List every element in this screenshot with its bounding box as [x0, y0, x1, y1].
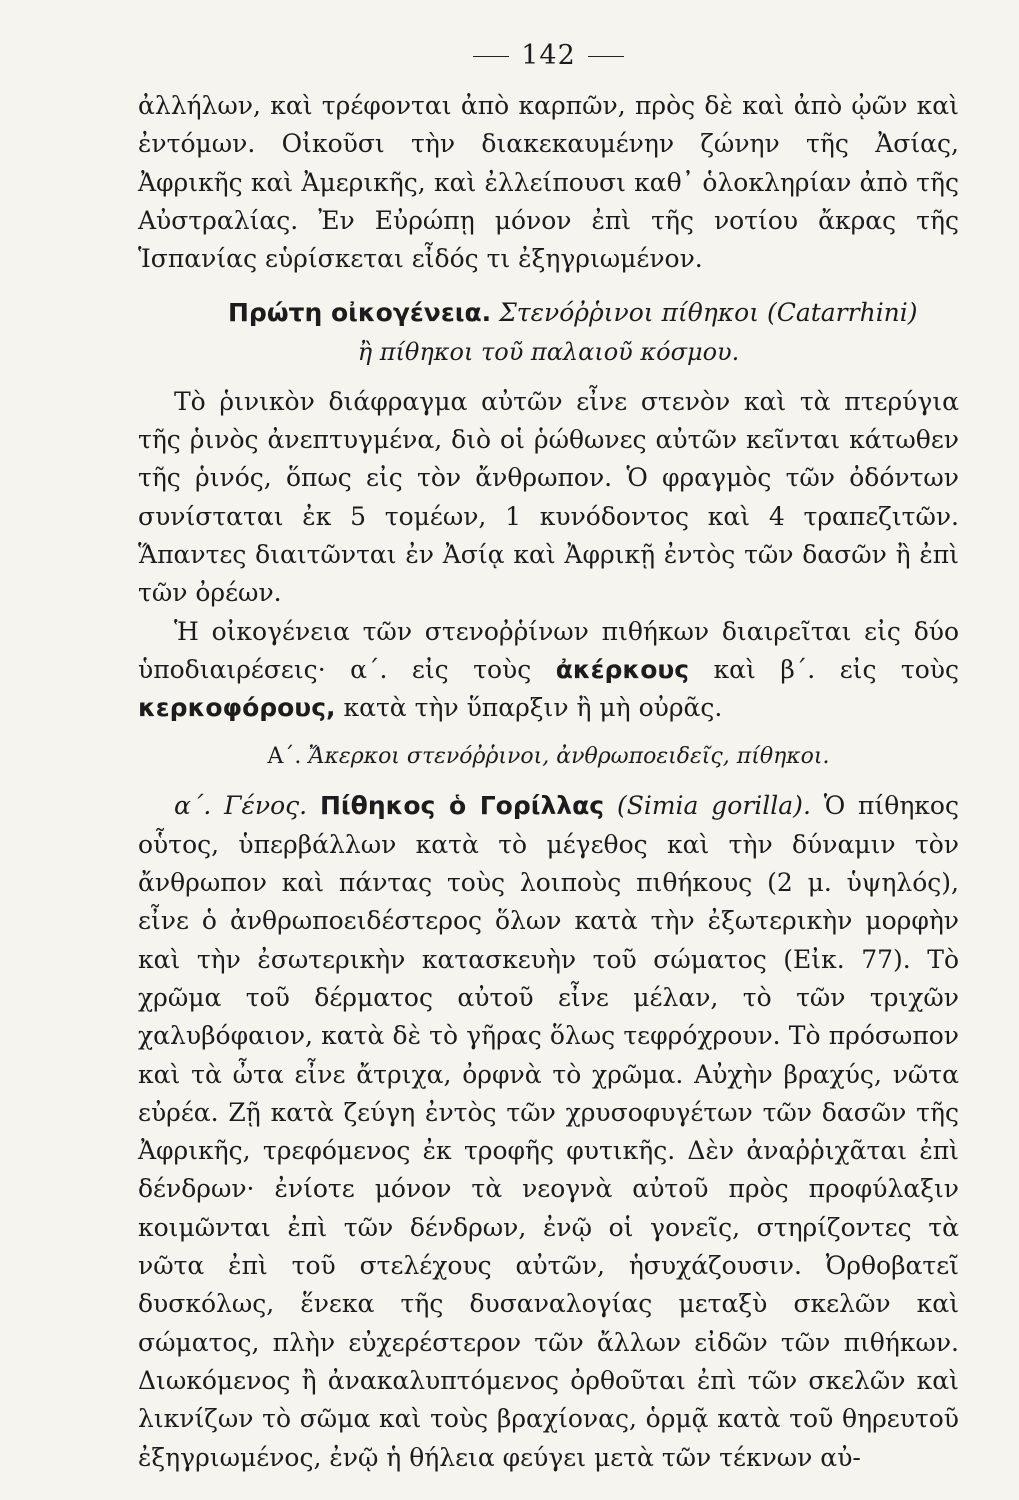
- paragraph-gorilla: [138, 787, 959, 1476]
- page-number: 142: [138, 40, 959, 71]
- term-kerkophorous: κερκοφόρους,: [138, 693, 336, 723]
- dash-left: [473, 56, 509, 57]
- section-heading: [138, 739, 959, 775]
- family-latin-title: Στενόῤῥινοι πίθηκοι (Catarrhini): [499, 298, 918, 328]
- genus-name: Πίθηκος ὁ Γορίλλας: [319, 791, 605, 821]
- family-subtitle: ἢ πίθηκοι τοῦ παλαιοῦ κόσμου.: [357, 337, 740, 366]
- genus-label: α΄. Γένος.: [174, 791, 308, 821]
- genus-text: Ὁ πίθηκος οὗτος, ὑπερβάλλων κατὰ τὸ μέγεθος καὶ τὴν δύναμιν τὸν ἄνθρωπον καὶ πάντας τοὺς λοιποὺς πιθήκους (2 μ. ὑψηλός), εἶνε ὁ ἀνθρωποειδέστερος ὅλων κατὰ τὴν ἐξωτερικὴν μορφὴν καὶ τὴν ἐσωτερικὴν κατασκευὴν τοῦ σώματος (Εἰκ. 77). Τὸ χρῶμα τοῦ δέρματος αὐτοῦ εἶνε μέλαν, τὸ τῶν τριχῶν χαλυβόφαιον, κατὰ δὲ τὸ γῆρας ὅλως τεφρόχρουν. Τὸ πρόσωπον καὶ τὰ ὦτα εἶνε ἄτριχα, ὀρφνὰ τὸ χρῶμα. Αὐχὴν βραχύς, νῶτα εὐρέα. Ζῇ κατὰ ζεύγη ἐντὸς τῶν χρυσοφυγέτων τῶν δασῶν τῆς Ἀφρικῆς, τρεφόμενος ἐκ τροφῆς φυτικῆς. Δὲν ἀναῤῥιχᾶται ἐπὶ δένδρων· ἐνίοτε μόνον τὰ νεογνὰ αὐτοῦ πρὸς προφύλαξιν κοιμῶνται ἐπὶ τῶν δένδρων, ἐνῷ οἱ γονεῖς, στηρίζοντες τὰ νῶτα ἐπὶ τοῦ στελέχους αὐτῶν, ἡσυχάζουσιν. Ὀρθοβατεῖ δυσκόλως, ἕνεκα τῆς δυσαναλογίας μεταξὺ σκελῶν καὶ σώματος, πλὴν εὐχερέστερον τῶν ἄλλων εἰδῶν τῶν πιθήκων. Διωκόμενος ἢ ἀνακαλυπτόμενος ὀρθοῦται ἐπὶ τῶν σκελῶν καὶ λικνίζων τὸ σῶμα καὶ τοὺς βραχίονας, ὁρμᾷ κατὰ τοῦ θηρευτοῦ ἐξηγριωμένος, ἐνῷ ἡ θήλεια φεύγει μετὰ τῶν τέκνων αὐ-: [138, 791, 959, 1472]
- section-text: Ἄκερκοι στενόῤῥινοι, ἀνθρωποειδεῖς, πίθηκοι.: [308, 744, 830, 770]
- paragraph-nose: Τὸ ῥινικὸν διάφραγμα αὐτῶν εἶνε στενὸν καὶ τὰ πτερύγια τῆς ῥινὸς ἀνεπτυγμένα, διὸ οἱ ῥώθωνες αὐτῶν κεῖνται κάτωθεν τῆς ῥινός, ὅπως εἰς τὸν ἄνθρωπον. Ὁ φραγμὸς τῶν ὀδόντων συνίσταται ἐκ 5 τομέων, 1 κυνόδοντος καὶ 4 τραπεζιτῶν. Ἅπαντες διαιτῶνται ἐν Ἀσίᾳ καὶ Ἀφρικῇ ἐντὸς τῶν δασῶν ἢ ἐπὶ τῶν ὀρέων.: [138, 386, 959, 608]
- term-akerkous: ἀκέρκους: [555, 654, 690, 684]
- paragraph-intro: ἀλλήλων, καὶ τρέφονται ἀπὸ καρπῶν, πρὸς δὲ καὶ ἀπὸ ᾠῶν καὶ ἐντόμων. Οἰκοῦσι τὴν διακεκαυμένην ζώνην τῆς Ἀσίας, Ἀφρικῆς καὶ Ἀμερικῆς, καὶ ἐλλείπουσι καθ᾽ ὁλοκληρίαν ἀπὸ τῆς Αὐστραλίας. Ἐν Εὐρώπῃ μόνον ἐπὶ τῆς νοτίου ἄκρας τῆς Ἱσπανίας εὑρίσκεται εἶδός τι ἐξηγριωμένον.: [138, 91, 959, 274]
- genus-latin: (Simia gorilla).: [616, 791, 811, 821]
- family-title: Πρώτη οἰκογένεια.: [228, 298, 492, 328]
- section-label: Α΄.: [267, 744, 302, 770]
- family-heading: [138, 294, 959, 332]
- dash-right: [588, 56, 624, 57]
- paragraph-division: Ἡ οἰκογένεια τῶν στενοῤῥίνων πιθήκων διαιρεῖται εἰς δύο ὑποδιαιρέσεις· α΄. εἰς τοὺς ἀκέρκους καὶ β΄. εἰς τοὺς κερκοφόρους, κατὰ τὴν ὕπαρξιν ἢ μὴ οὐρᾶς.: [138, 616, 959, 723]
